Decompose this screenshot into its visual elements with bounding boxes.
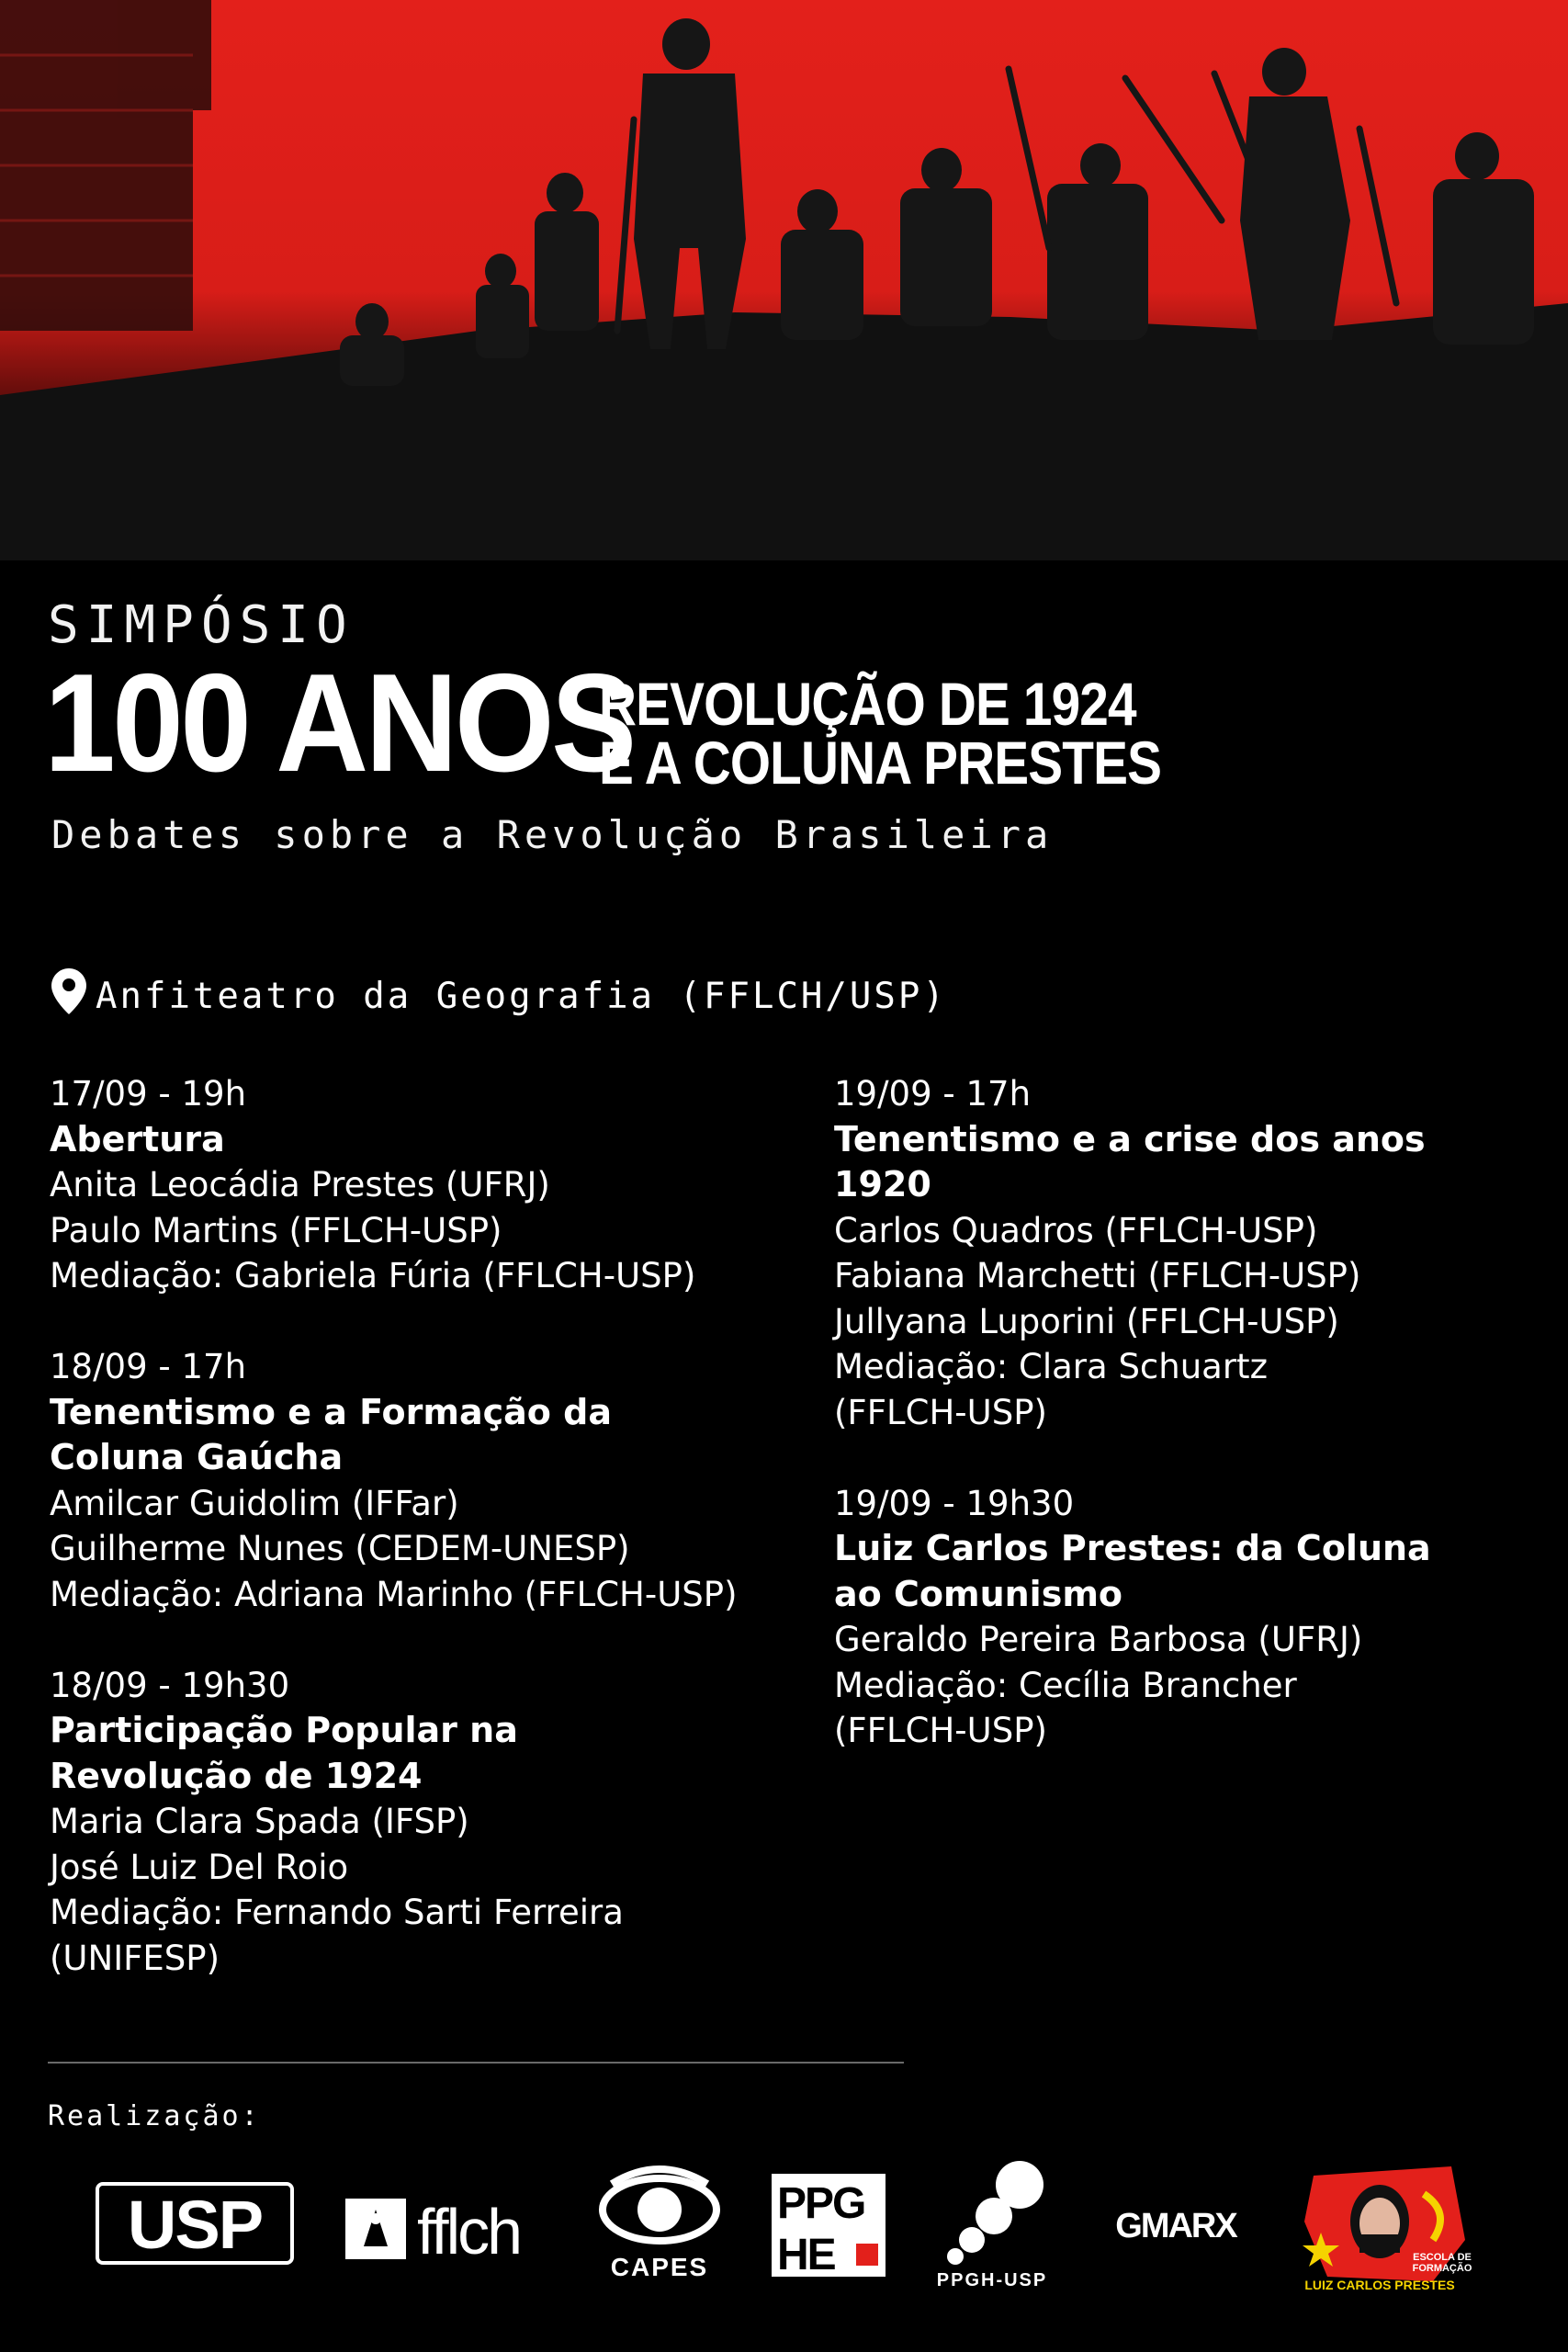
- session-person: Maria Clara Spada (IFSP): [50, 1802, 469, 1841]
- footer-divider: [48, 2062, 904, 2064]
- session-moderator-affiliation: (UNIFESP): [50, 1938, 220, 1978]
- headline-subtitle-line1: REVOLUÇÃO DE 1924: [599, 670, 1136, 738]
- hero-photo: [0, 0, 1568, 560]
- gmarx-logo: [1102, 2200, 1249, 2246]
- session-time: 17/09 - 19h: [50, 1074, 247, 1114]
- session-title: Revolução de 1924: [50, 1755, 423, 1796]
- session-abertura: [50, 1071, 812, 1299]
- realizacao-label: Realização:: [48, 2100, 261, 2132]
- session-person: Paulo Martins (FFLCH-USP): [50, 1210, 502, 1250]
- session-moderator-affiliation: (FFLCH-USP): [834, 1392, 1047, 1432]
- session-title: 1920: [834, 1164, 931, 1204]
- usp-logo: [96, 2182, 294, 2265]
- schedule-left-column: [50, 1071, 812, 2027]
- venue-text: Anfiteatro da Geografia (FFLCH/USP): [96, 975, 947, 1017]
- headline-100-anos: 100 ANOS: [44, 645, 634, 801]
- location-pin-icon: [51, 968, 86, 1023]
- ppgh-usp-logo-text: PPGH-USP: [936, 2270, 1048, 2290]
- session-title: Abertura: [50, 1118, 225, 1159]
- fflch-logo: [345, 2191, 547, 2265]
- session-moderator: Mediação: Adriana Marinho (FFLCH-USP): [50, 1574, 738, 1614]
- session-person: Carlos Quadros (FFLCH-USP): [834, 1210, 1318, 1250]
- session-moderator: Mediação: Cecília Brancher: [834, 1665, 1297, 1705]
- session-tenentismo-crise: [834, 1071, 1532, 1435]
- headline-subtitle: [599, 670, 1162, 797]
- session-time: 18/09 - 17h: [50, 1347, 247, 1386]
- session-person: Fabiana Marchetti (FFLCH-USP): [834, 1256, 1361, 1295]
- session-title: Coluna Gaúcha: [50, 1437, 344, 1477]
- ppgh-usp-logo: [928, 2159, 1056, 2292]
- venue: [51, 968, 947, 1023]
- session-person: Anita Leocádia Prestes (UFRJ): [50, 1165, 550, 1204]
- session-moderator: Mediação: Fernando Sarti Ferreira: [50, 1893, 624, 1932]
- session-person: Guilherme Nunes (CEDEM-UNESP): [50, 1529, 630, 1568]
- escola-logo-text-2: FORMAÇÃO: [1412, 2263, 1472, 2274]
- capes-logo-text: CAPES: [610, 2253, 709, 2281]
- usp-logo-text: USP: [127, 2187, 263, 2263]
- soldiers-photo: [0, 0, 1568, 560]
- event-kicker: SIMPÓSIO: [48, 595, 355, 655]
- headline-subtitle-line2: E A COLUNA PRESTES: [599, 729, 1162, 797]
- session-title: Tenentismo e a Formação da: [50, 1391, 612, 1432]
- session-title: Luiz Carlos Prestes: da Coluna: [834, 1528, 1431, 1568]
- session-title: ao Comunismo: [834, 1573, 1123, 1614]
- session-person: Geraldo Pereira Barbosa (UFRJ): [834, 1620, 1363, 1659]
- session-participacao-popular: [50, 1663, 812, 1982]
- ppghe-logo-text-1: PPG: [777, 2179, 865, 2228]
- session-moderator-affiliation: (FFLCH-USP): [834, 1711, 1047, 1750]
- session-tenentismo-formacao: [50, 1344, 812, 1617]
- gmarx-logo-text: GMARX: [1115, 2207, 1236, 2245]
- session-time: 19/09 - 19h30: [834, 1483, 1075, 1523]
- session-luiz-carlos-prestes: [834, 1481, 1532, 1754]
- session-title: Participação Popular na: [50, 1710, 518, 1750]
- session-moderator: Mediação: Clara Schuartz: [834, 1347, 1268, 1386]
- escola-formacao-logo: [1295, 2157, 1479, 2295]
- escola-logo-text-1: ESCOLA DE: [1413, 2252, 1472, 2263]
- ppghe-logo-text-2: HE: [777, 2231, 835, 2277]
- capes-logo: [595, 2164, 724, 2283]
- session-person: Jullyana Luporini (FFLCH-USP): [834, 1301, 1339, 1341]
- ppghe-logo: [772, 2174, 886, 2277]
- tagline: Debates sobre a Revolução Brasileira: [51, 812, 1054, 857]
- schedule-right-column: [834, 1071, 1532, 1799]
- session-title: Tenentismo e a crise dos anos: [834, 1118, 1426, 1159]
- session-time: 19/09 - 17h: [834, 1074, 1032, 1114]
- fflch-logo-text: fflch: [417, 2196, 521, 2265]
- session-moderator: Mediação: Gabriela Fúria (FFLCH-USP): [50, 1256, 696, 1295]
- session-person: José Luiz Del Roio: [50, 1847, 349, 1887]
- session-time: 18/09 - 19h30: [50, 1665, 290, 1705]
- session-person: Amilcar Guidolim (IFFar): [50, 1483, 459, 1523]
- sponsor-logos: [0, 2150, 1568, 2306]
- escola-logo-text-3: LUIZ CARLOS PRESTES: [1304, 2278, 1455, 2292]
